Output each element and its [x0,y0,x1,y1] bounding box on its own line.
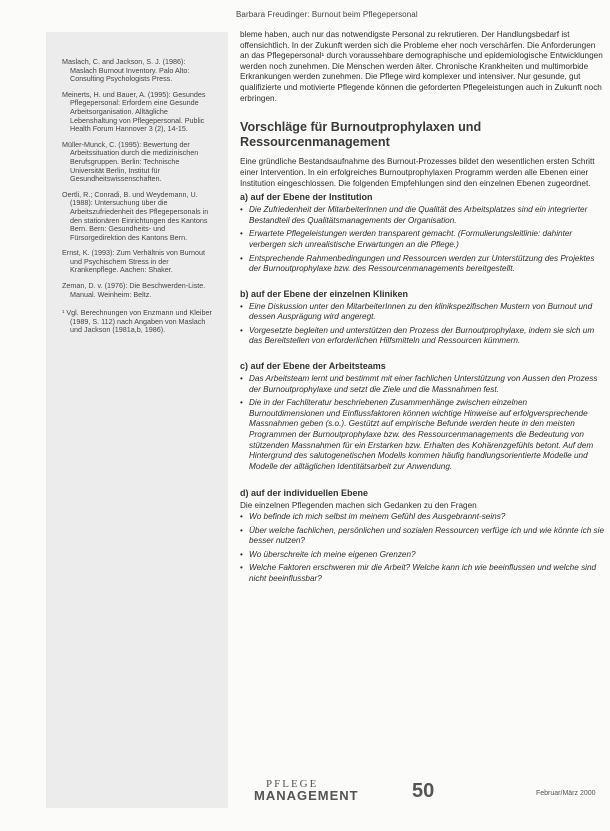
reference-entry: Maslach, C. and Jackson, S. J. (1986): Maslach Burnout Inventory. Palo Alto: Consulting Psychologists Press. [62,57,190,84]
intro-paragraph: bleme haben, auch nur das notwendigste Personal zu rekrutieren. Der Handlungsbedarf ist offensichtlich. In der Zukunft werden sich die Probleme eher noch verschärfen. Die Anforderungen an das Pflegepersonal¹ durch voraussehbare demographische und epidemiologische Entwicklungen werden noch zunehmen. Die Menschen werden älter. Chronische Krankheiten und multimorbide Erkrankungen werden zunehmen. Die Pflege wird komplexer und intensiver. Nur gesunde, gut qualifizierte und motivierte Pflegende können die geforderten Pflegeleistungen auch in Zukunft noch erbringen. [240,30,603,103]
list-item: • Wo überschreite ich meine eigenen Grenzen? [240,550,604,561]
individual-intro: Die einzelnen Pflegenden machen sich Gedanken zu den Fragen [240,501,477,511]
reference-entry: Zeman, D. v. (1976): Die Beschwerden-Liste. Manual. Weinheim: Beltz. [62,281,206,299]
section-intro-paragraph: Eine gründliche Bestandsaufnahme des Burnout-Prozesses bildet den wesentlichen ersten Schritt einer Intervention. In ein erfolgreiches Burnoutprophylaxen Programm werden alle Ebenen einer Institution eingeschlossen. Die folgenden Empfehlungen sind den einzelnen Ebenen zugeordnet. [240,157,595,188]
list-item: • Welche Faktoren erschweren mir die Arbeit? Welche kann ich wie beeinflussen und welche sind nicht beeinflussbar? [240,563,604,584]
bullet-list-teams [240,374,604,472]
section-title: Vorschläge für Burnoutprophylaxen und Ressourcenmanagement [240,120,482,149]
list-item: • Vorgesetzte begleiten und unterstützen den Prozess der Burnoutprophylaxe, indem sie sich um das Bereitstellen von erforderlichen Hilfsmitteln und Ressourcen kümmern. [240,326,604,347]
bullet-list-clinics [240,302,604,347]
running-head: Barbara Freudinger: Burnout beim Pflegepersonal [236,10,418,19]
reference-entry: Oertli, R.; Conradi, B. und Weydemann, U. (1988): Untersuchung über die Arbeitszufriedenheit des Pflegepersonals in den stationären Einrichtungen des Kantons Bern. Bern: Gesundheits- und Fürsorgedirektion des Kantons Bern. [62,189,209,242]
list-item: • Die in der Fachliteratur beschriebenen Zusammenhänge zwischen einzelnen Burnoutdimensionen und Einflussfaktoren können wichtige Hinweise auf erfolgversprechende Massnahmen geben (s.o.). Gestützt auf empirische Befunde werden heute in den meisten Programmen der Burnoutprophylaxe bzw. des Ressourcenmanagements die Bedeutung von stützenden Massnahmen für ein Erstarken bzw. Erhalten des Kohärenzgefühls betont. Auf dem Hintergrund des salutogenetischen Modells kommen häufig handlungsorientierte Modelle und Modelle der alltäglichen Identitätsarbeit zur Anwendung. [240,398,604,472]
list-item: • Die Zufriedenheit der MitarbeiterInnen und die Qualität des Arbeitsplatzes sind ein integrierter Bestandteil des Qualitätsmanagements der Organisation. [240,205,604,226]
subheading-individual: d) auf der individuellen Ebene [240,488,369,499]
list-item: • Entsprechende Rahmenbedingungen und Ressourcen werden zur Unterstützung des Projektes der Burnoutprophylaxe bzw. des Ressourcenmanagements bereitgestellt. [240,254,604,275]
list-item: • Wo befinde ich mich selbst im meinem Gefühl des Ausgebrannt-seins? [240,512,604,523]
list-item: • Erwartete Pflegeleistungen werden transparent gemacht. (Formulierungsleitlinie: dahinter verbergen sich unrealistische Erwartungen an die Pflege.) [240,229,604,250]
list-item: • Über welche fachlichen, persönlichen und sozialen Ressourcen verfüge ich und wie könnte ich sie besser nutzen? [240,526,604,547]
bullet-list-institution [240,205,604,275]
bullet-list-individual [240,512,604,585]
main-column [240,30,604,588]
page-number: 50 [412,780,435,802]
list-item: • Eine Diskussion unter den MitarbeiterInnen zu den klinikspezifischen Mustern von Burnout und dessen Ausprägung wird angeregt. [240,302,604,323]
journal-logo [254,778,374,804]
subheading-teams: c) auf der Ebene der Arbeitsteams [240,361,386,372]
list-item: • Das Arbeitsteam lernt und bestimmt mit einer fachlichen Unterstützung von Aussen den Prozess der Burnoutprophylaxe und setzt die Ziele und die Massnahmen fest. [240,374,604,395]
reference-entry: Ernst, K. (1993): Zum Verhältnis von Burnout und Psychischem Stress in der Krankenpflege. Aachen: Shaker. [62,248,206,275]
issue-date: Februar/März 2000 [536,790,596,797]
subheading-institution: a) auf der Ebene der Institution [240,192,373,203]
logo-top-text: PFLEGE [266,778,319,790]
footnote: ¹ Vgl. Berechnungen von Enzmann und Kleiber (1989, S. 112) nach Angaben von Maslach und Jackson (1981a,b, 1986). [62,308,212,335]
reference-list [62,58,212,342]
subheading-clinics: b) auf der Ebene der einzelnen Kliniken [240,288,409,299]
logo-bottom-text: MANAGEMENT [254,788,359,803]
reference-entry: Müller-Munck, C. (1995): Bewertung der Arbeitssituation durch die medizinischen Berufsgruppen. Berlin: Technische Universität Berlin, Institut für Gesundheitswissenschaften. [62,139,199,184]
reference-entry: Meinerts, H. und Bauer, A. (1995): Gesundes Pflegepersonal: Erfordern eine Gesunde Arbeitsorganisation. Alltägliche Lebenshaltung von Pflegepersonal. Public Health Forum Hannover 3 (2), 14-15. [62,89,206,134]
